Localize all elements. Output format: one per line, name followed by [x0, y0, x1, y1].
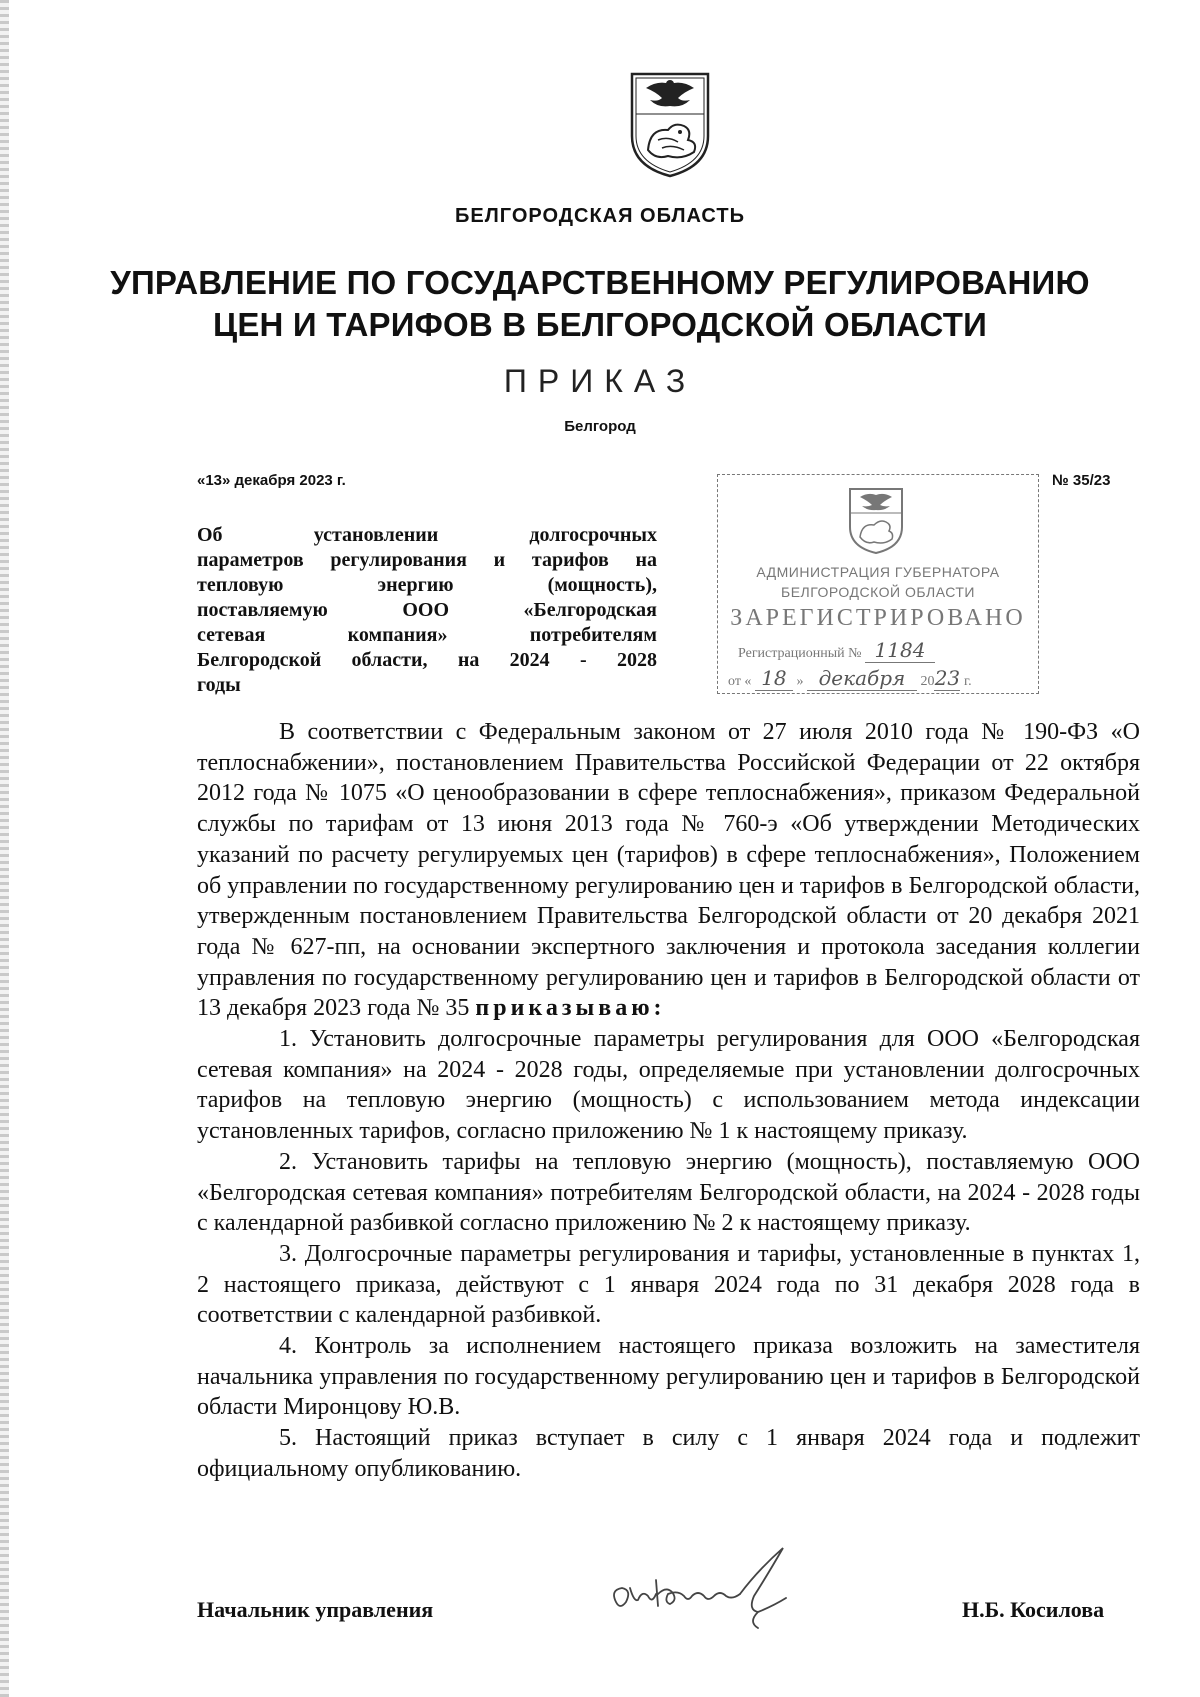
- subject-line: Об установлении долгосрочных: [197, 524, 657, 546]
- stamp-org-line-1: АДМИНИСТРАЦИЯ ГУБЕРНАТОРА: [756, 564, 1000, 580]
- coat-of-arms-icon: [628, 70, 712, 180]
- stamp-reg-label: Регистрационный №: [738, 646, 862, 661]
- stamp-reg-number-line: [738, 638, 935, 663]
- subject-line: сетевая компания» потребителям: [197, 624, 657, 646]
- preamble-paragraph: [197, 717, 1140, 1024]
- subject-line: годы: [197, 674, 241, 696]
- authority-name: [0, 262, 1200, 346]
- scan-edge: [0, 0, 9, 1697]
- stamp-from-label: от «: [728, 674, 752, 689]
- order-word: приказываю:: [475, 995, 666, 1022]
- preamble-text: В соответствии с Федеральным законом от 27 июля 2010 года № 190-ФЗ «О теплоснабжении», постановлением Правительства Российской Федерации от 22 октября 2012 года № 1075 «О ценообразовании в сфере теплоснабжения», приказом Федеральной службы по тарифам от 13 июня 2013 года № 760-э «Об утверждении Методических указаний по расчету регулируемых цен (тарифов) в сфере теплоснабжения», Положением об управлении по государственному регулированию цен и тарифов в Белгородской области, утвержденным постановлением Правительства Белгородской области от 20 декабря 2021 года № 627-пп, на основании экспертного заключения и протокола заседания коллегии управления по государственному регулированию цен и тарифов в Белгородской области от 13 декабря 2023 года № 35: [197, 719, 1140, 1022]
- order-item-4: 4. Контроль за исполнением настоящего приказа возложить на заместителя начальника управления по государственному регулированию цен и тарифов в Белгородской области Миронцову Ю.В.: [197, 1333, 1140, 1421]
- registration-stamp: [717, 474, 1039, 694]
- subject-line: поставляемую ООО «Белгородская: [197, 599, 657, 621]
- document-type: ПРИКАЗ: [503, 363, 697, 399]
- order-body: [197, 717, 1140, 1485]
- region-name: БЕЛГОРОДСКАЯ ОБЛАСТЬ: [455, 205, 745, 227]
- stamp-day: 18: [755, 666, 793, 691]
- order-subject: [197, 523, 657, 698]
- order-item-3: 3. Долгосрочные параметры регулирования и тарифы, установленные в пунктах 1, 2 настоящего приказа, действуют с 1 января 2024 года по 31 декабря 2028 года в соответствии с календарной разбивкой.: [197, 1240, 1140, 1329]
- stamp-registered: ЗАРЕГИСТРИРОВАНО: [730, 605, 1026, 631]
- order-number: № 35/23: [1052, 472, 1111, 489]
- stamp-year-suffix: 23: [934, 666, 961, 690]
- stamp-year-prefix: 20: [920, 674, 935, 689]
- signatory-name: Н.Б. Косилова: [962, 1597, 1105, 1622]
- order-item-1: 1. Установить долгосрочные параметры регулирования для ООО «Белгородская сетевая компания» на 2024 - 2028 годы, определяемые при установлении долгосрочных тарифов на тепловую энергию (мощность) с использованием метода индексации установленных тарифов, согласно приложению № 1 к настоящему приказу.: [197, 1026, 1140, 1145]
- authority-line-2: ЦЕН И ТАРИФОВ В БЕЛГОРОДСКОЙ ОБЛАСТИ: [213, 306, 987, 343]
- stamp-year-end: г.: [963, 674, 972, 689]
- subject-line: Белгородской области, на 2024 - 2028: [197, 649, 657, 671]
- stamp-organization: [718, 562, 1038, 602]
- order-date: «13» декабря 2023 г.: [197, 472, 346, 489]
- stamp-month: декабря: [807, 666, 917, 691]
- stamp-quote-close: »: [796, 674, 804, 689]
- stamp-reg-number: 1184: [865, 638, 935, 663]
- city: Белгород: [564, 418, 636, 435]
- stamp-emblem-icon: [846, 485, 906, 555]
- order-item-5: 5. Настоящий приказ вступает в силу с 1 января 2024 года и подлежит официальному опубликованию.: [197, 1425, 1140, 1482]
- subject-line: параметров регулирования и тарифов на: [197, 549, 657, 571]
- stamp-org-line-2: БЕЛГОРОДСКОЙ ОБЛАСТИ: [781, 584, 975, 600]
- stamp-date-line: [728, 666, 972, 691]
- authority-line-1: УПРАВЛЕНИЕ ПО ГОСУДАРСТВЕННОМУ РЕГУЛИРОВАНИЮ: [110, 264, 1090, 301]
- signatory-title: Начальник управления: [197, 1597, 434, 1622]
- handwritten-signature: [608, 1540, 823, 1630]
- subject-line: тепловую энергию (мощность),: [197, 574, 657, 596]
- order-item-2: 2. Установить тарифы на тепловую энергию (мощность), поставляемую ООО «Белгородская сетевая компания» потребителям Белгородской области, на 2024 - 2028 годы с календарной разбивкой согласно приложению № 2 к настоящему приказу.: [197, 1148, 1140, 1237]
